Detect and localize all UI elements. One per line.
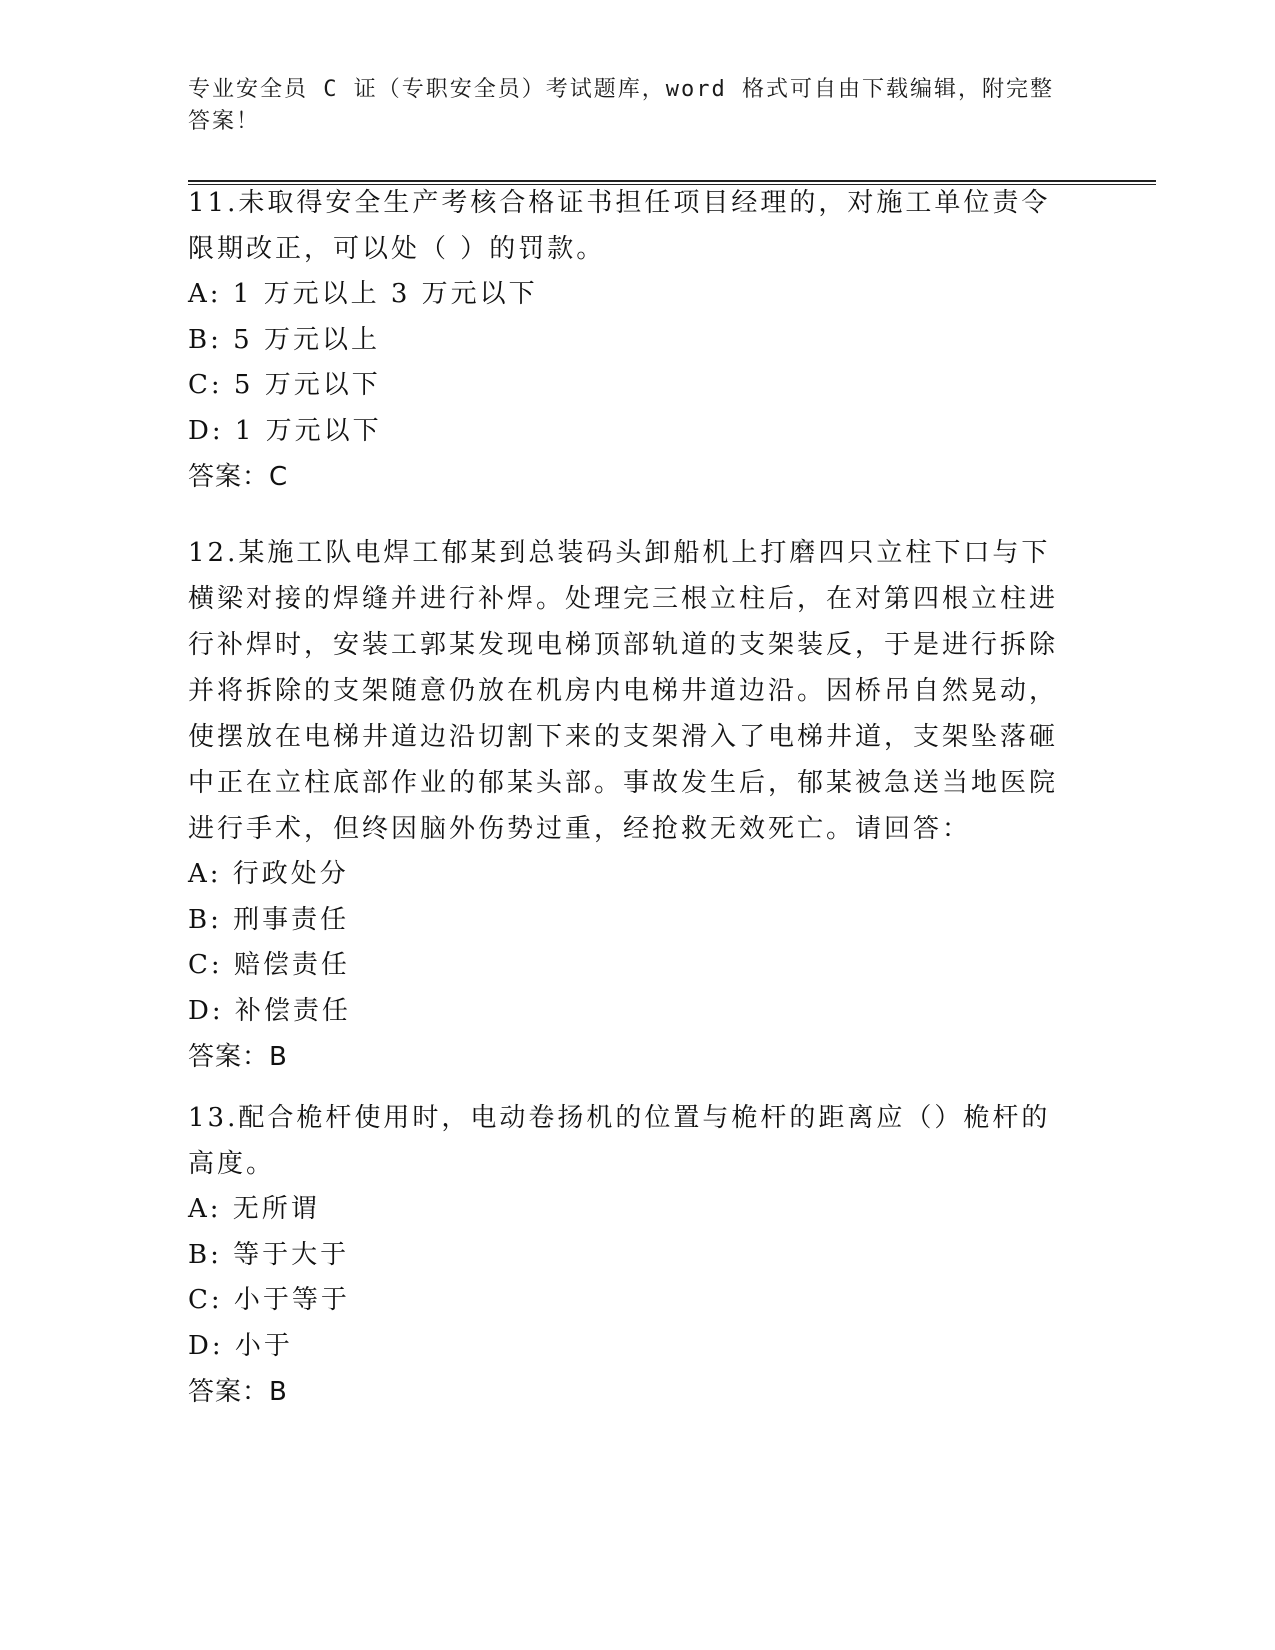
option-a: A: 1 万元以上 3 万元以下 <box>188 279 538 309</box>
answer-line: 答案：B <box>188 1377 288 1407</box>
question-12 <box>188 530 1068 1080</box>
option-c: C: 赔偿责任 <box>188 950 350 980</box>
option-b: B: 等于大于 <box>188 1239 350 1270</box>
option-c: C: 5 万元以下 <box>188 370 381 400</box>
option-a: A: 行政处分 <box>188 859 349 889</box>
document-header: 专业安全员 C 证（专职安全员）考试题库，word 格式可自由下载编辑，附完整答案！ <box>188 77 1054 134</box>
option-a: A: 无所谓 <box>188 1194 320 1224</box>
option-d: D: 补偿责任 <box>188 995 351 1026</box>
question-stem: 11.未取得安全生产考核合格证书担任项目经理的，对施工单位责令限期改正，可以处（ ）的罚款。 <box>188 188 1051 264</box>
question-stem: 13.配合桅杆使用时，电动卷扬机的位置与桅杆的距离应（）桅杆的高度。 <box>188 1103 1051 1179</box>
option-list <box>188 852 1068 1034</box>
option-b: B: 刑事责任 <box>188 904 350 935</box>
option-list <box>188 1187 1068 1369</box>
answer-line: 答案：B <box>188 1042 288 1072</box>
option-d: D: 小于 <box>188 1330 293 1361</box>
option-d: D: 1 万元以下 <box>188 415 382 446</box>
option-b: B: 5 万元以上 <box>188 324 380 355</box>
question-13 <box>188 1095 1068 1415</box>
answer-line: 答案：C <box>188 462 289 492</box>
option-c: C: 小于等于 <box>188 1285 350 1315</box>
question-11 <box>188 180 1068 500</box>
question-stem: 12.某施工队电焊工郁某到总装码头卸船机上打磨四只立柱下口与下横梁对接的焊缝并进行补焊。处理完三根立柱后，在对第四根立柱进行补焊时，安装工郭某发现电梯顶部轨道的支架装反，于是进行拆除并将拆除的支架随意仍放在机房内电梯井道边沿。因桥吊自然晃动，使摆放在电梯井道边沿切割下来的支架滑入了电梯井道，支架坠落砸中正在立柱底部作业的郁某头部。事故发生后，郁某被急送当地医院进行手术，但终因脑外伤势过重，经抢救无效死亡。请回答： <box>188 538 1059 844</box>
option-list <box>188 272 1068 454</box>
